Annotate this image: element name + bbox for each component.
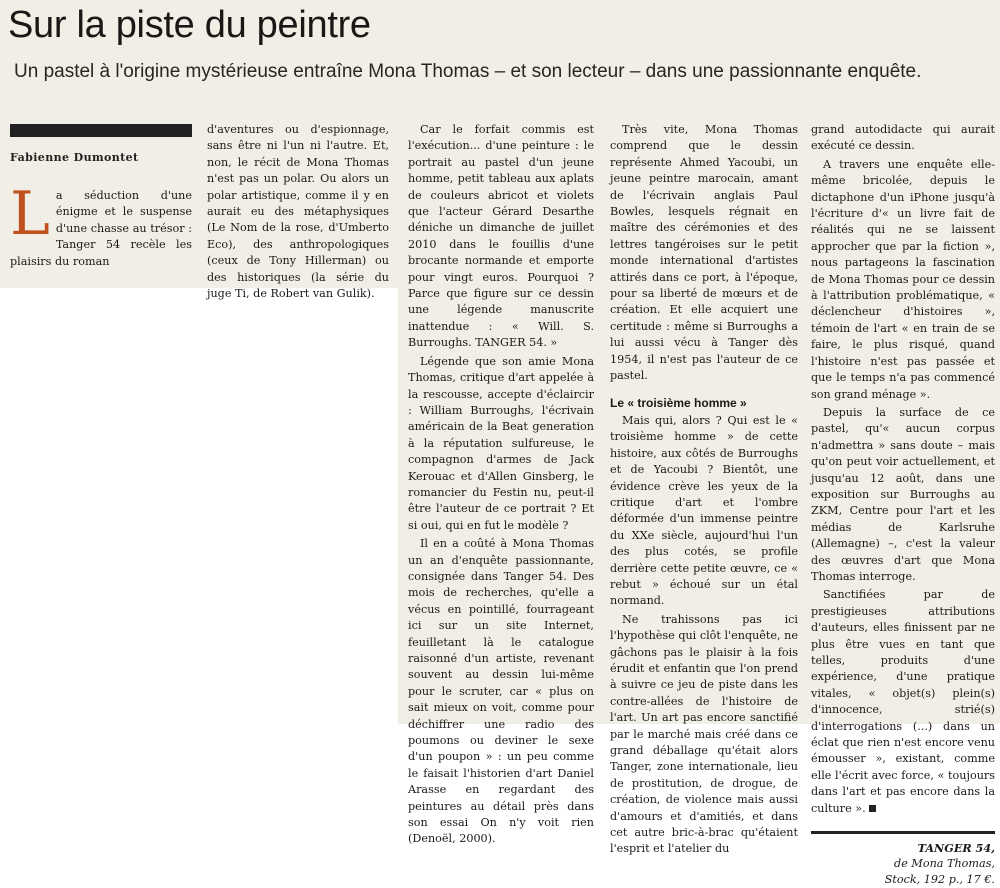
- paragraph: grand autodidacte qui aurait exécuté ce dessin.: [811, 123, 995, 153]
- paragraph: Mais qui, alors ? Qui est le « troisième homme » de cette histoire, aux côtés de Burroughs et de Yacoubi ? Bientôt, une évidence crève les yeux de la critique d'art et l'ombre déformée d'un immense peintre du XXe siècle, aujourd'hui l'un des plus cotés, se profile derrière cette petite œuvre, ce « rebut » échoué sur un étal normand.: [610, 413, 798, 608]
- column-1: [10, 179, 192, 272]
- paragraph: a séduction d'une énigme et le suspense d'une chasse au trésor : Tanger 54 recèle les plaisirs du roman: [10, 189, 192, 268]
- column-3: [408, 122, 594, 850]
- book-title: TANGER 54,: [917, 841, 995, 856]
- subheading: Le « troisième homme »: [610, 395, 747, 410]
- paragraph-final: [811, 587, 995, 817]
- column-5: [811, 122, 995, 888]
- book-publisher: Stock, 192 p., 17 €.: [884, 873, 995, 887]
- paragraph: Il en a coûté à Mona Thomas un an d'enquête passionnante, consignée dans Tanger 54. Des mois de recherches, qu'elle a vécus en pointillé, fourrageant ici sur un site Internet, feuilletant là le catalogue raisonné d'un artiste, revenant souvent au dessin lui-même pour le scruter, car « plus on sait mieux on voit, comme pour déchiffrer une radio des poumons ou deviner le sexe d'un poupon » : un peu comme le faisait l'historien d'art Daniel Arasse en regardant des peintures au détail près dans son essai On n'y voit rien (Denoël, 2000).: [408, 537, 594, 846]
- column-4: [610, 122, 798, 860]
- paragraph-text: Sanctifiées par de prestigieuses attributions d'auteurs, elles finissent par ne plus être vues en tant que telles, produits d'une expérience, d'une pratique vitales, « objet(s) plein(s) d'innocence, strié(s) d'interrogations (...) dans un éclat que rien n'est encore venu émousser », existant, comme elle l'écrit avec force, « toujours dans l'art et pas encore dans la culture ».: [811, 588, 995, 815]
- section-rule: [10, 124, 192, 137]
- end-mark: [869, 805, 876, 812]
- book-credit: [811, 831, 995, 888]
- paragraph: Ne trahissons pas ici l'hypothèse qui clôt l'enquête, ne gâchons pas le plaisir à la fois érudit et enfantin que l'on prend à suivre ce jeu de piste dans les contre-allées de l'histoire de l'art. Un art pas encore sanctifié par le marché mais créé dans ce grand déballage qu'était alors Tanger, zone internationale, lieu de prostitution, de drogue, de création, de violence mais aussi d'amours et d'amitiés, et dans cet autre bric-à-brac qu'étaient l'esprit et l'atelier du: [610, 612, 798, 856]
- drop-cap: L: [10, 179, 50, 249]
- paragraph: A travers une enquête elle-même bricolée, depuis le dictaphone d'un iPhone jusqu'à l'écriture d'« un livre fait de réalités qui ne se laissent approcher que par la fiction », nous partageons la fascination de Mona Thomas pour ce dessin à l'attribution problématique, « déclencheur d'histoires », témoin de l'art « en train de se faire, le plus risqué, quand l'histoire n'est pas passée et que le temps n'a pas commencé son grand ménage ».: [811, 157, 995, 401]
- paragraph: Très vite, Mona Thomas comprend que le dessin représente Ahmed Yacoubi, un jeune peintre marocain, amant de l'écrivain anglais Paul Bowles, lesquels régnait en maître des cérémonies et des lettres tangéroises sur le petit monde international d'artistes attirés dans ce port, à l'époque, pour sa liberté de mœurs et de création. Et elle acquiert une certitude : même si Burroughs a lui aussi vécu à Tanger dès 1954, il n'est pas l'auteur de ce pastel.: [610, 123, 798, 383]
- paragraph: Car le forfait commis est l'exécution... d'une peinture : le portrait au pastel d'un jeune homme, petit tableau aux aplats de couleurs abricot et violets que l'acteur Gérard Desarthe déniche un dimanche de juillet 2010 dans le fouillis d'une brocante normande et emporte pour vingt euros. Pourquoi ? Parce que figure sur ce dessin une légende manuscrite inattendue : « Will. S. Burroughs. TANGER 54. »: [408, 123, 594, 350]
- paragraph: Légende que son amie Mona Thomas, critique d'art appelée à la rescousse, accepte d'éclaircir : William Burroughs, l'écrivain américain de la Beat generation à la réputation sulfureuse, le compagnon d'armes de Jack Kerouac et d'Allen Ginsberg, le romancier du Festin nu, peut-il être l'auteur de ce portrait ? Et si oui, qui en fut le modèle ?: [408, 354, 594, 532]
- article-title: Sur la piste du peintre: [8, 4, 371, 46]
- article-subtitle: Un pastel à l'origine mystérieuse entraîne Mona Thomas – et son lecteur – dans une passionnante enquête.: [14, 61, 922, 82]
- paragraph: Depuis la surface de ce pastel, qu'« aucun corpus n'admettra » sans doute – mais qu'on peut voir actuellement, et jusqu'au 12 août, dans une exposition sur Burroughs au ZKM, Centre pour l'art et les médias de Karlsruhe (Allemagne) –, c'est la valeur des œuvres d'art que Mona Thomas interroge.: [811, 405, 995, 583]
- book-author: de Mona Thomas,: [894, 857, 995, 871]
- paragraph: d'aventures ou d'espionnage, sans être ni l'un ni l'autre. Et, non, le récit de Mona Thomas n'est pas un polar. Ou alors un polar artistique, comme il y en aurait eu des métaphysiques (Le Nom de la rose, d'Umberto Eco), des anthropologiques (ceux de Tony Hillerman) ou des historiques (la série du juge Ti, de Robert van Gulik).: [207, 123, 389, 301]
- byline: Fabienne Dumontet: [10, 151, 139, 164]
- column-2: [207, 122, 389, 304]
